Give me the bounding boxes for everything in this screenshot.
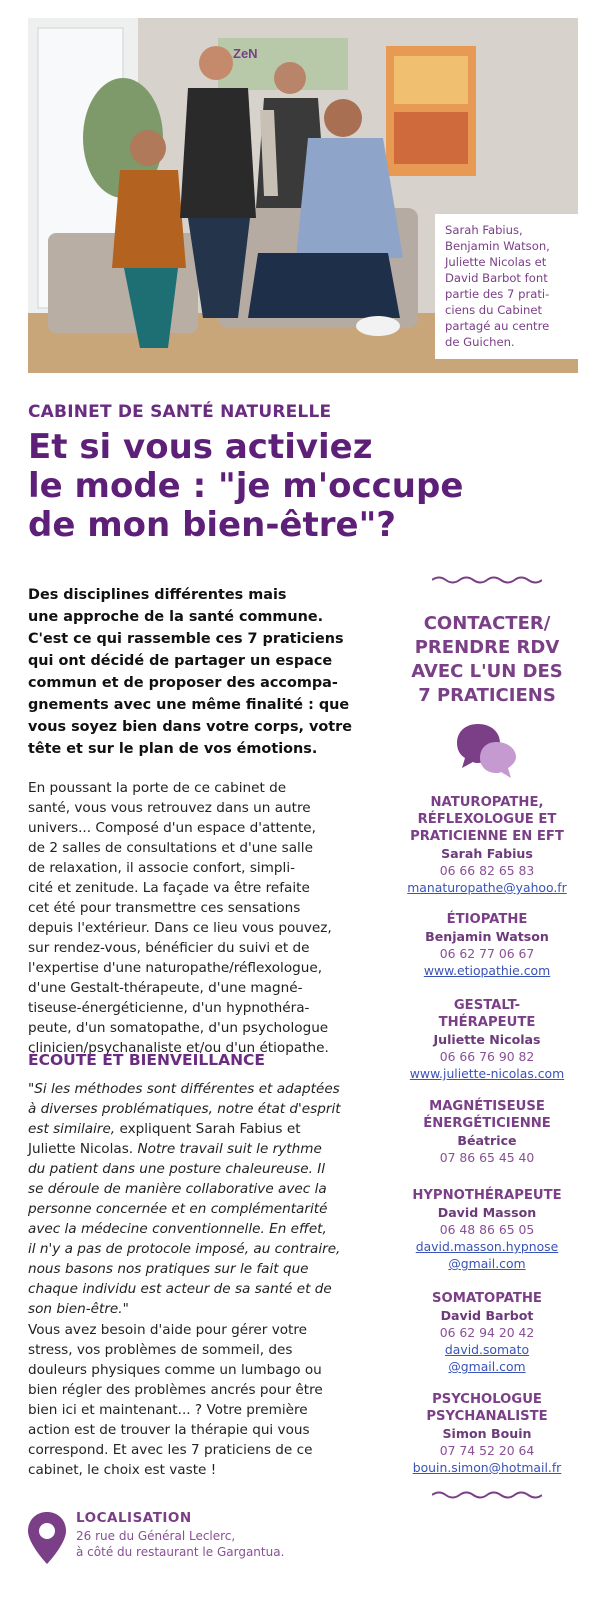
practitioner-title: MAGNÉTISEUSE ÉNERGÉTICIENNE: [423, 1099, 551, 1131]
practitioner-phone[interactable]: 06 62 94 20 42: [439, 1325, 535, 1340]
practitioner-phone[interactable]: 07 74 52 20 64: [439, 1443, 535, 1458]
divider-squiggle-bottom: [432, 1490, 542, 1500]
practitioner-email-link[interactable]: david.masson.hypnose @gmail.com: [415, 1239, 559, 1271]
practitioner-phone[interactable]: 06 66 76 90 82: [439, 1049, 535, 1064]
practitioner-title: GESTALT- THÉRAPEUTE: [438, 998, 536, 1030]
practitioner-name: Benjamin Watson: [425, 929, 549, 944]
practitioner-website-link[interactable]: www.etiopathie.com: [423, 963, 551, 978]
practitioner-email-link[interactable]: bouin.simon@hotmail.fr: [412, 1460, 562, 1475]
location-pin-icon: [26, 1510, 68, 1566]
practitioner-hypnotherapeute: [392, 1187, 582, 1272]
location-address: 26 rue du Général Leclerc, à côté du restaurant le Gargantua.: [76, 1529, 285, 1559]
practitioner-phone[interactable]: 06 66 82 65 83: [439, 863, 535, 878]
practitioner-title: PSYCHOLOGUE PSYCHANALISTE: [426, 1392, 548, 1424]
section-title: ÉCOUTE ET BIENVEILLANCE: [28, 1051, 266, 1069]
practitioner-psychologue: [392, 1391, 582, 1476]
practitioner-gestalt: [392, 997, 582, 1082]
chat-bubbles-icon: [456, 722, 518, 780]
divider-squiggle-top: [432, 575, 542, 585]
article-paragraph-3: Vous avez besoin d'aide pour gérer votre stress, vos problèmes de sommeil, des douleurs physiques comme un lumbago ou bien régler des problèmes ancrés pour être bien ici et maintenant... ? Votre première action est de trouver la thérapie qui vous correspond. Et avec les 7 praticiens de ce cabinet, le choix est vaste !: [28, 1322, 323, 1478]
practitioner-email-link[interactable]: manaturopathe@yahoo.fr: [407, 880, 567, 895]
practitioner-name: Juliette Nicolas: [433, 1032, 541, 1047]
practitioner-name: David Barbot: [440, 1308, 534, 1323]
practitioner-magnetiseuse: [392, 1098, 582, 1166]
practitioner-phone[interactable]: 06 62 77 06 67: [439, 946, 535, 961]
practitioner-name: Sarah Fabius: [441, 846, 533, 861]
practitioner-title: ÉTIOPATHE: [446, 912, 528, 927]
article-kicker: CABINET DE SANTÉ NATURELLE: [28, 402, 332, 422]
practitioner-name: Simon Bouin: [442, 1426, 532, 1441]
practitioner-title: HYPNOTHÉRAPEUTE: [412, 1188, 562, 1203]
contact-heading: CONTACTER/ PRENDRE RDV AVEC L'UN DES 7 PRATICIENS: [411, 613, 563, 706]
article-quote: "Si les méthodes sont différentes et adaptées à diverses problématiques, notre état d'esprit est similaire, expliquent Sarah Fabius et Juliette Nicolas. Notre travail suit le rythme du patient dans une posture chaleureuse. Il se déroule de manière collaborative avec la personne concernée et en complémentarité avec la médecine conventionnelle. En effet, il n'y a pas de protocole imposé, au contraire, nous basons nos pratiques sur le fait que chaque individu est acteur de sa santé et de son bien-être.": [28, 1081, 341, 1317]
location-title: LOCALISATION: [76, 1510, 192, 1526]
practitioner-title: NATUROPATHE, RÉFLEXOLOGUE ET PRATICIENNE EN EFT: [410, 795, 564, 844]
practitioner-email-link[interactable]: david.somato @gmail.com: [444, 1342, 530, 1374]
practitioner-etiopathe: [392, 911, 582, 979]
practitioner-somatopathe: [392, 1290, 582, 1375]
practitioner-phone[interactable]: 06 48 86 65 05: [439, 1222, 535, 1237]
practitioner-phone[interactable]: 07 86 65 45 40: [439, 1150, 535, 1165]
article-lead: Des disciplines différentes mais une approche de la santé commune. C'est ce qui rassemble ces 7 praticiens qui ont décidé de partager un espace commun et de proposer des accompa- gnements avec une même finalité : que vous soyez bien dans votre corps, votre tête et sur le plan de vos émotions.: [28, 587, 353, 757]
photo-caption: Sarah Fabius, Benjamin Watson, Juliette Nicolas et David Barbot font partie des 7 prati- ciens du Cabinet partagé au centre de Guichen.: [435, 214, 578, 359]
article-photo: [28, 18, 578, 373]
article-headline: Et si vous activiez le mode : "je m'occupe de mon bien-être"?: [28, 427, 464, 545]
practitioner-name: David Masson: [437, 1205, 537, 1220]
practitioner-naturopathe: [392, 794, 582, 896]
article-paragraph-1: En poussant la porte de ce cabinet de santé, vous vous retrouvez dans un autre univers... Composé d'un espace d'attente, de 2 salles de consultations et d'une salle de relaxation, il associe confort, simpli- cité et zenitude. La façade va être refaite cet été pour transmettre ces sensations depuis l'extérieur. Dans ce lieu vous pouvez, sur rendez-vous, bénéficier du suivi et de l'expertise d'une naturopathe/réflexologue, d'une Gestalt-thérapeute, d'une magné- tiseuse-énergéticienne, d'un hypnothéra- peute, d'un somatopathe, d'un psychologue clinicien/psychanaliste et/ou d'un étiopathe.: [28, 780, 332, 1056]
practitioner-name: Béatrice: [457, 1133, 517, 1148]
svg-text:ZeN: ZeN: [233, 46, 258, 61]
practitioner-title: SOMATOPATHE: [432, 1291, 542, 1306]
practitioner-website-link[interactable]: www.juliette-nicolas.com: [409, 1066, 565, 1081]
